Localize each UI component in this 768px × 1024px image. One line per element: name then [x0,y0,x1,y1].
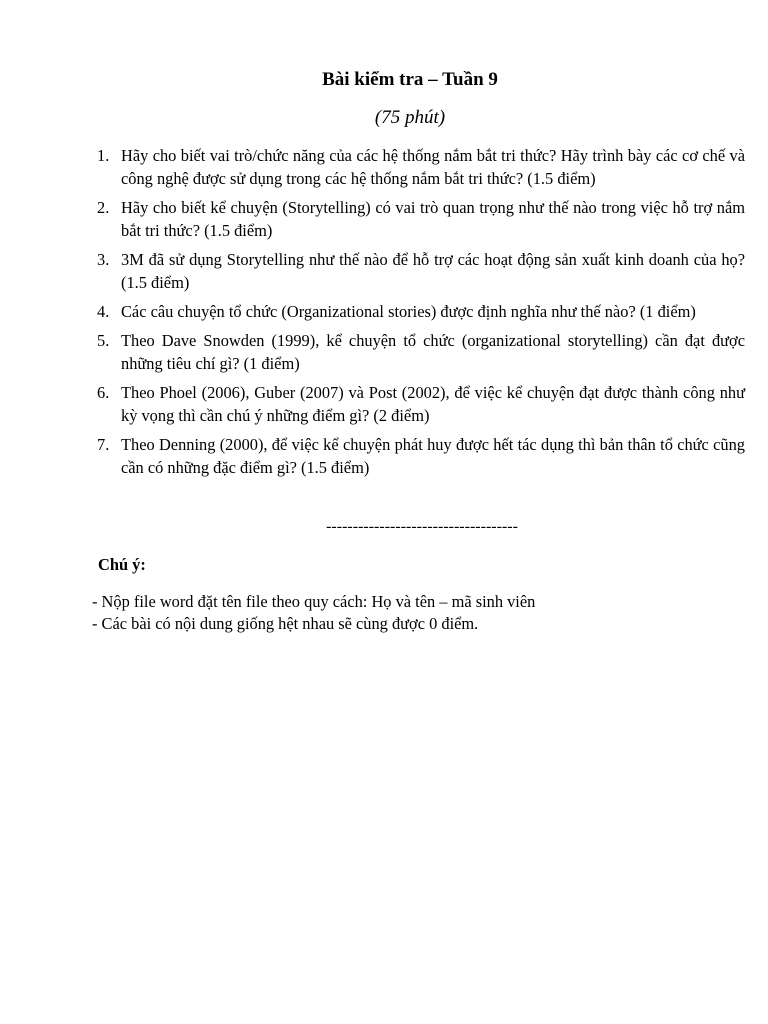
section-divider: ------------------------------------ [326,518,518,535]
question-text: Các câu chuyện tổ chức (Organizational stories) được định nghĩa như thế nào? (1 điểm) [121,302,696,321]
question-text: Theo Denning (2000), để việc kể chuyện phát huy được hết tác dụng thì bản thân tổ chức cũng cần có những đặc điểm gì? (1.5 điểm) [121,435,745,477]
question-number: 6. [97,383,110,402]
question-text: Hãy cho biết kể chuyện (Storytelling) có vai trò quan trọng như thế nào trong việc hỗ trợ nắm bắt tri thức? (1.5 điểm) [121,198,745,240]
question-number: 2. [97,198,110,217]
question-item [97,144,745,190]
question-list [97,144,745,485]
note-line: - Nộp file word đặt tên file theo quy cách: Họ và tên – mã sinh viên [92,592,536,611]
document-duration: (75 phút) [374,107,446,128]
question-number: 3. [97,250,110,269]
question-item [97,196,745,242]
question-item [97,433,745,479]
question-number: 1. [97,146,110,165]
note-line: - Các bài có nội dung giống hệt nhau sẽ cùng được 0 điểm. [92,614,479,633]
question-item [97,300,745,323]
question-text: 3M đã sử dụng Storytelling như thế nào để hỗ trợ các hoạt động sản xuất kinh doanh của họ? (1.5 điểm) [121,250,745,292]
note-list [92,591,732,635]
question-text: Theo Phoel (2006), Guber (2007) và Post (2002), để việc kể chuyện đạt được thành công như kỳ vọng thì cần chú ý những điểm gì? (2 điểm) [121,383,745,425]
question-item [97,381,745,427]
question-text: Hãy cho biết vai trò/chức năng của các hệ thống nắm bắt tri thức? Hãy trình bày các cơ chế và công nghệ được sử dụng trong các hệ thống nắm bắt tri thức? (1.5 điểm) [121,146,745,188]
question-item [97,248,745,294]
note-label: Chú ý: [98,555,146,574]
question-number: 5. [97,331,110,350]
document-title: Bài kiểm tra – Tuần 9 [322,69,498,90]
question-item [97,329,745,375]
question-number: 4. [97,302,110,321]
question-text: Theo Dave Snowden (1999), kể chuyện tổ chức (organizational storytelling) cần đạt được những tiêu chí gì? (1 điểm) [121,331,745,373]
question-number: 7. [97,435,110,454]
